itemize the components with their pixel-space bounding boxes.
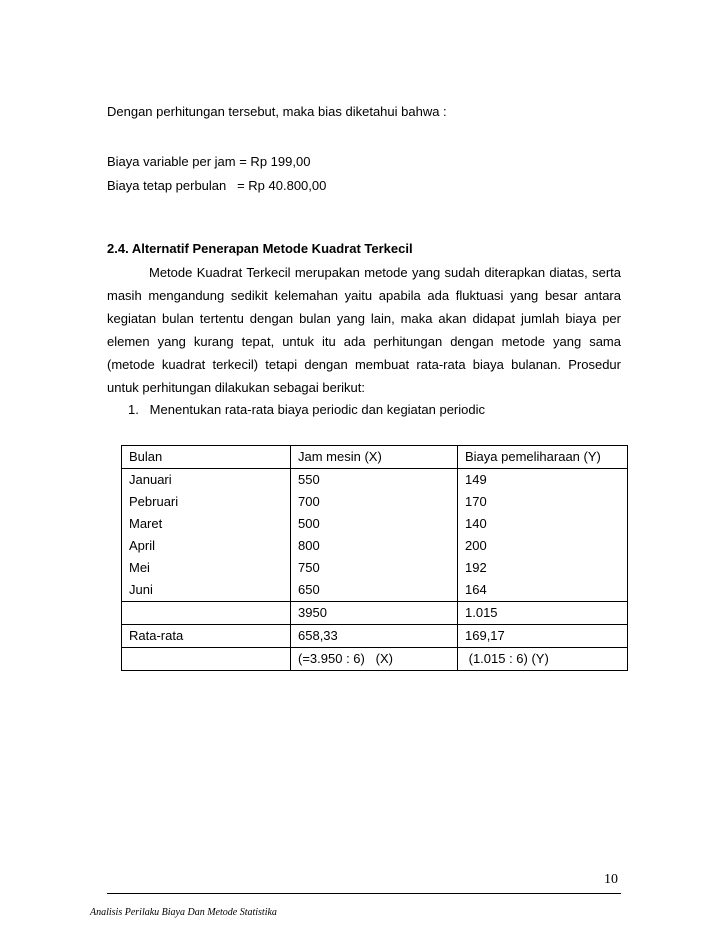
footer-title: Analisis Perilaku Biaya Dan Metode Statistika — [90, 907, 277, 918]
table-cell: 149 — [458, 469, 628, 492]
table-cell: 170 — [458, 491, 628, 513]
header-cell: Bulan — [122, 446, 291, 469]
paragraph-line: elemen yang kurang tepat, untuk itu ada perhitungan dengan metode yang sama — [107, 334, 621, 349]
paragraph-line: (metode kuadrat terkecil) tetapi dengan membuat rata-rata biaya bulanan. Prosedur — [107, 357, 621, 372]
table-row — [122, 557, 628, 579]
header-cell: Biaya pemeliharaan (Y) — [458, 446, 628, 469]
paragraph-line: masih mengandung sedikit kelemahan yaitu apabila ada fluktuasi yang besar antara — [107, 288, 621, 303]
table-header-row — [122, 446, 628, 469]
table-cell: 550 — [291, 469, 458, 492]
table-cell: 700 — [291, 491, 458, 513]
table-row — [122, 513, 628, 535]
table-cell: 169,17 — [458, 625, 628, 648]
page-number: 10 — [604, 872, 618, 887]
table-cell: 164 — [458, 579, 628, 602]
header-cell: Jam mesin (X) — [291, 446, 458, 469]
table-cell: (=3.950 : 6) (X) — [291, 648, 458, 671]
table-cell: Juni — [122, 579, 291, 602]
table-cell: 750 — [291, 557, 458, 579]
table-row — [122, 535, 628, 557]
table-cell: 1.015 — [458, 602, 628, 625]
table-cell: Maret — [122, 513, 291, 535]
table-average-row — [122, 625, 628, 648]
table-cell: 192 — [458, 557, 628, 579]
table-cell: 200 — [458, 535, 628, 557]
table-cell: April — [122, 535, 291, 557]
table-total-row — [122, 602, 628, 625]
footer-divider — [107, 893, 621, 894]
cost-table — [121, 445, 628, 671]
table-cell: Mei — [122, 557, 291, 579]
table-formula-row — [122, 648, 628, 671]
table-row — [122, 491, 628, 513]
table-cell: Januari — [122, 469, 291, 492]
paragraph-line: untuk perhitungan dilakukan sebagai berikut: — [107, 380, 366, 395]
table-cell: 800 — [291, 535, 458, 557]
table-cell: Pebruari — [122, 491, 291, 513]
table-row — [122, 469, 628, 492]
variable-cost-text: Biaya variable per jam = Rp 199,00 — [107, 154, 311, 169]
intro-text: Dengan perhitungan tersebut, maka bias diketahui bahwa : — [107, 104, 447, 119]
table-cell: Rata-rata — [122, 625, 291, 648]
section-heading: 2.4. Alternatif Penerapan Metode Kuadrat Terkecil — [107, 241, 413, 256]
table-cell: 3950 — [291, 602, 458, 625]
body-paragraph — [107, 265, 621, 403]
list-item: 1. Menentukan rata-rata biaya periodic dan kegiatan periodic — [128, 402, 485, 417]
table-cell — [122, 602, 291, 625]
table-cell: 650 — [291, 579, 458, 602]
table-row — [122, 579, 628, 602]
table-cell: 140 — [458, 513, 628, 535]
paragraph-line: Metode Kuadrat Terkecil merupakan metode yang sudah diterapkan diatas, serta — [149, 265, 621, 280]
fixed-cost-text: Biaya tetap perbulan = Rp 40.800,00 — [107, 178, 327, 193]
table-cell — [122, 648, 291, 671]
table-cell: 658,33 — [291, 625, 458, 648]
paragraph-line: kegiatan bulan tertentu dengan bulan yang lain, maka akan didapat jumlah biaya per — [107, 311, 621, 326]
table-cell: 500 — [291, 513, 458, 535]
table-cell: (1.015 : 6) (Y) — [458, 648, 628, 671]
